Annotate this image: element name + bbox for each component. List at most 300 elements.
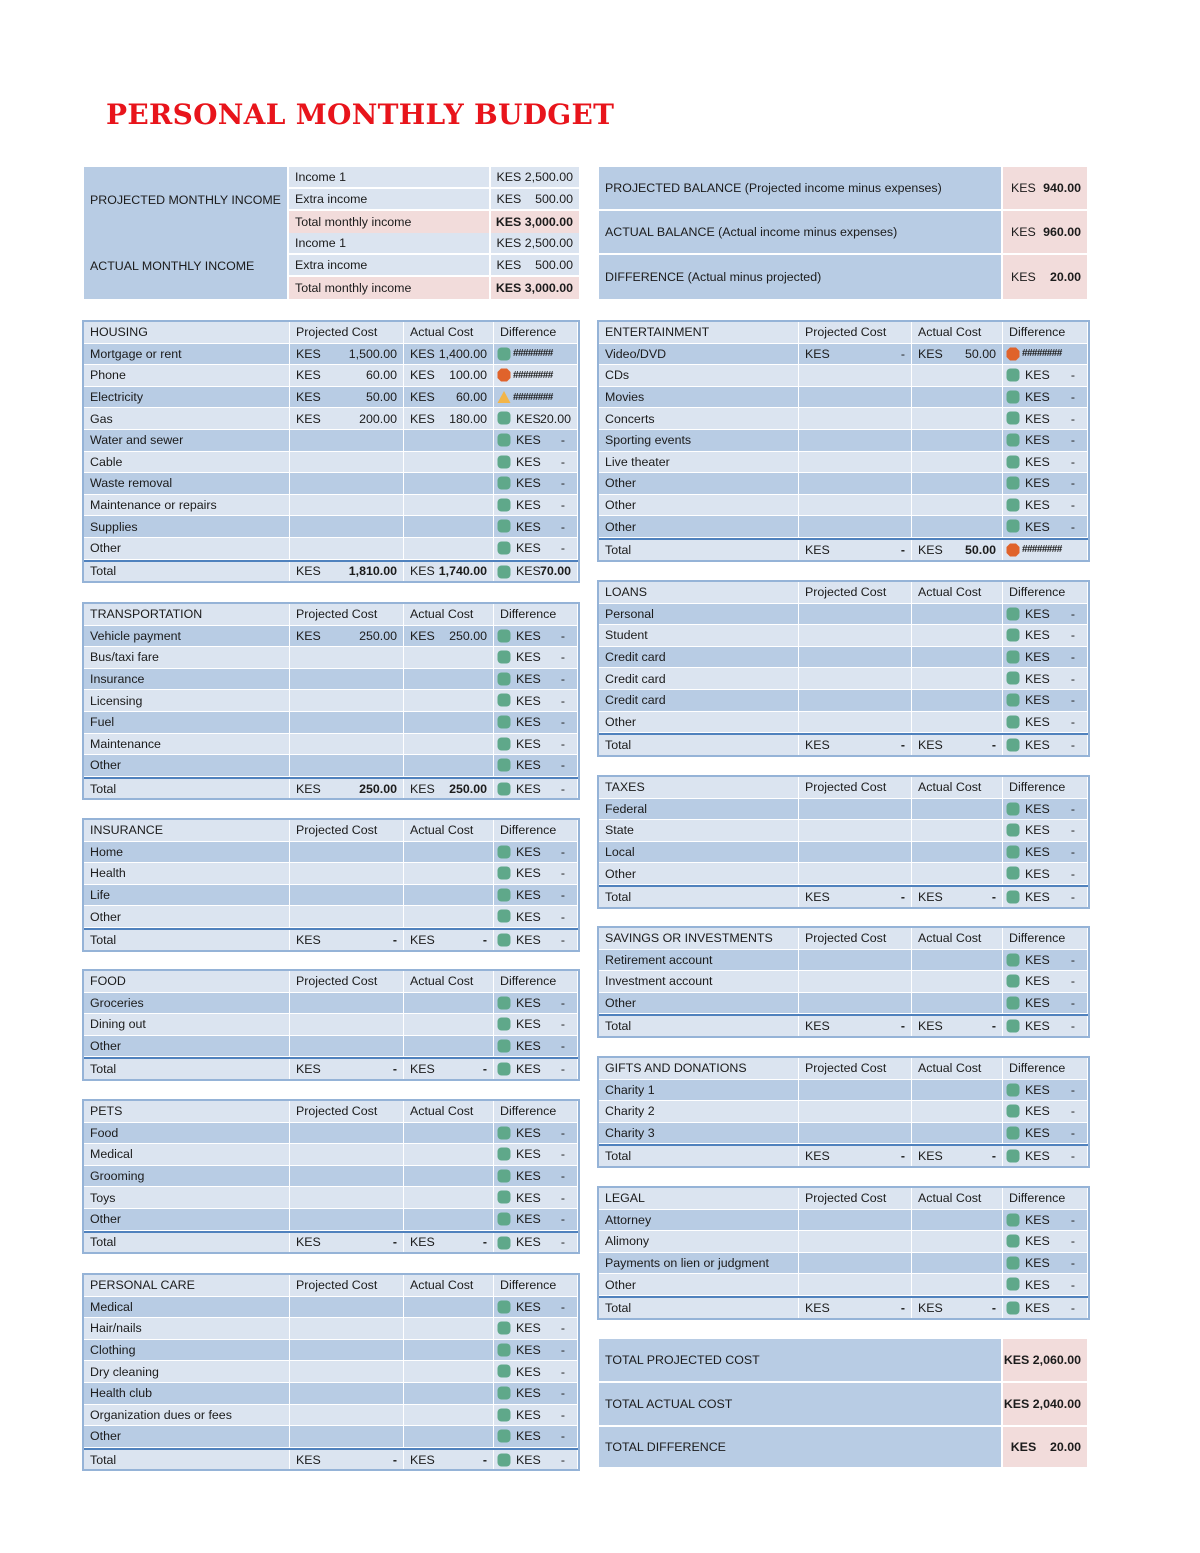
item-name: Hair/nails [90, 1321, 142, 1336]
currency-label: KES [1025, 866, 1050, 881]
item-name-cell [84, 930, 290, 950]
item-name: Other [90, 541, 121, 556]
projected-cost-cell [290, 473, 404, 494]
difference-value: - [560, 1017, 565, 1032]
item-name: Health [90, 866, 126, 881]
actual-cost-cell [404, 1383, 494, 1404]
under-budget-icon [1006, 1083, 1020, 1097]
difference-cell [494, 473, 578, 494]
projected-cost-header-cell [290, 820, 404, 841]
projected-cost-cell [290, 344, 404, 365]
projected-cost-header: Projected Cost [805, 585, 887, 600]
section-title-cell [84, 1275, 290, 1296]
projected-cost-header-cell [799, 582, 912, 603]
actual-cost-cell [404, 344, 494, 365]
section-title-cell [84, 971, 290, 992]
difference-header-cell [494, 322, 578, 343]
actual-cost-cell [404, 1361, 494, 1382]
actual-cost-cell [912, 712, 1003, 733]
under-budget-icon [1006, 628, 1020, 642]
item-name: Credit card [605, 650, 666, 665]
currency-label: KES [296, 1452, 321, 1467]
item-name: Groceries [90, 995, 144, 1010]
table-row [84, 1318, 578, 1340]
currency-label: KES [296, 390, 321, 405]
difference-value: - [560, 758, 565, 773]
currency-label: KES [516, 1062, 541, 1077]
projected-cost-cell [290, 430, 404, 451]
difference-header-cell [494, 820, 578, 841]
actual-cost-header: Actual Cost [918, 325, 982, 340]
difference-value: - [560, 932, 565, 947]
under-budget-icon [497, 650, 511, 664]
projected-cost-cell [290, 562, 404, 582]
currency-label: KES [516, 866, 541, 881]
table-row [599, 820, 1088, 842]
difference-header: Difference [1009, 1191, 1066, 1206]
currency-label: KES [410, 390, 435, 405]
item-name-cell [599, 647, 799, 668]
actual-cost-cell [912, 971, 1003, 992]
difference-value: - [560, 1190, 565, 1205]
difference-cell [1003, 1123, 1088, 1144]
cell-text: Total monthly income [295, 215, 412, 229]
currency-label: KES [516, 1169, 541, 1184]
actual-cost-header-cell [912, 1058, 1003, 1079]
actual-cost-cell [912, 863, 1003, 884]
difference-cell [1003, 408, 1088, 429]
difference-value: - [560, 541, 565, 556]
actual-cost-cell [912, 408, 1003, 429]
difference-value: - [1070, 866, 1075, 881]
item-name-cell [599, 473, 799, 494]
currency-label: KES [516, 1125, 541, 1140]
difference-value: - [1070, 433, 1075, 448]
currency-label: KES [516, 1321, 541, 1336]
table-row [84, 755, 578, 777]
actual-income-label-cell [84, 233, 287, 299]
actual-cost-cell [912, 625, 1003, 646]
currency-label: KES [296, 781, 321, 796]
difference-cell [494, 755, 578, 776]
table-row [84, 1361, 578, 1383]
actual-cost-value: 50.00 [964, 542, 996, 557]
actual-cost-cell [404, 863, 494, 884]
actual-cost-cell [404, 1233, 494, 1253]
table-row [599, 993, 1088, 1015]
projected-cost-cell [799, 971, 912, 992]
projected-cost-cell [290, 1166, 404, 1187]
projected-cost-cell [290, 538, 404, 559]
actual-cost-cell [404, 647, 494, 668]
projected-cost-cell [290, 1059, 404, 1079]
section-title-cell [84, 820, 290, 841]
under-budget-icon [497, 498, 511, 512]
table-row [599, 495, 1088, 517]
actual-extra-income-name [289, 255, 489, 275]
actual-cost-cell [912, 799, 1003, 820]
difference-value: - [1070, 714, 1075, 729]
currency-label: KES [918, 542, 943, 557]
item-name: Other [605, 476, 636, 491]
under-budget-icon [497, 1017, 511, 1031]
actual-cost-cell [912, 1146, 1003, 1166]
difference-header: Difference [500, 325, 557, 340]
difference-cell [494, 1059, 578, 1079]
under-budget-icon [497, 1408, 511, 1422]
total-difference-label-cell [599, 1427, 1001, 1467]
currency-label: KES [918, 737, 943, 752]
actual-cost-header-cell [404, 1275, 494, 1296]
difference-cell [494, 1426, 578, 1447]
currency-label: KES [1025, 693, 1050, 708]
over-budget-icon [1006, 543, 1020, 557]
section-title-cell [599, 777, 799, 798]
item-name: Total [605, 542, 632, 557]
item-name: Student [605, 628, 648, 643]
difference-value: - [1070, 1212, 1075, 1227]
under-budget-icon [497, 888, 511, 902]
difference-cell [1003, 1210, 1088, 1231]
projected-cost-value: - [900, 1019, 905, 1034]
difference-value: - [560, 909, 565, 924]
projected-cost-cell [290, 495, 404, 516]
item-name: Total [90, 564, 117, 579]
under-budget-icon [497, 411, 511, 425]
table-row [84, 1123, 578, 1145]
total-actual-cost-label-cell [599, 1383, 1001, 1425]
under-budget-icon [497, 845, 511, 859]
difference-cell [494, 1014, 578, 1035]
actual-cost-cell [912, 387, 1003, 408]
projected-cost-cell [799, 1298, 912, 1318]
item-name-cell [84, 1123, 290, 1144]
difference-overflow: ######## [513, 348, 553, 360]
item-name-cell [599, 1016, 799, 1036]
difference-value: - [560, 1407, 565, 1422]
table-row [84, 647, 578, 669]
item-name-cell [84, 1059, 290, 1079]
item-name-cell [599, 842, 799, 863]
item-name-cell [599, 1080, 799, 1101]
difference-value: - [1070, 996, 1075, 1011]
currency-label: KES [1025, 433, 1050, 448]
projected-cost-cell [290, 993, 404, 1014]
currency-label: KES [516, 1429, 541, 1444]
projected-cost-header: Projected Cost [296, 823, 378, 838]
under-budget-icon [497, 565, 511, 579]
difference-value: - [1070, 1234, 1075, 1249]
item-name-cell [599, 344, 799, 365]
table-row [599, 1274, 1088, 1296]
cell-text: Income 1 [295, 236, 346, 250]
actual-cost-cell [404, 712, 494, 733]
item-name: Credit card [605, 671, 666, 686]
actual-income-1-value [491, 233, 579, 253]
section-title-cell [84, 322, 290, 343]
currency-label: KES [516, 995, 541, 1010]
under-budget-icon [497, 737, 511, 751]
difference-cell [1003, 1016, 1088, 1036]
projected-cost-cell [290, 1361, 404, 1382]
item-name: Total [90, 932, 117, 947]
item-name-cell [84, 1318, 290, 1339]
projected-income-block [84, 167, 579, 233]
currency-label: KES [1025, 390, 1050, 405]
currency-label: KES [410, 346, 435, 361]
actual-cost-cell [912, 668, 1003, 689]
table-row [84, 669, 578, 691]
difference-cell [494, 538, 578, 559]
projected-cost-cell [290, 1209, 404, 1230]
projected-cost-header: Projected Cost [805, 1191, 887, 1206]
table-row [84, 495, 578, 517]
item-name: Phone [90, 368, 126, 383]
projected-cost-cell [290, 906, 404, 927]
difference-value: - [560, 519, 565, 534]
table-row [599, 1080, 1088, 1102]
difference-value: - [1070, 498, 1075, 513]
projected-cost-cell [799, 647, 912, 668]
projected-cost-value: 250.00 [359, 781, 397, 796]
item-name: Other [605, 498, 636, 513]
actual-total-income-value [491, 277, 579, 299]
difference-value: - [1070, 628, 1075, 643]
actual-cost-cell [912, 950, 1003, 971]
difference-cell [1003, 1253, 1088, 1274]
table-row [84, 863, 578, 885]
currency-label: KES [516, 433, 541, 448]
projected-cost-cell [290, 647, 404, 668]
projected-cost-header-cell [799, 322, 912, 343]
actual-cost-header-cell [404, 322, 494, 343]
difference-value: - [1070, 693, 1075, 708]
actual-cost-cell [912, 473, 1003, 494]
difference-cell [1003, 1231, 1088, 1252]
under-budget-icon [1006, 1256, 1020, 1270]
difference-value: - [1070, 952, 1075, 967]
table-row [84, 906, 578, 928]
table-row [84, 712, 578, 734]
currency-label: KES [1025, 737, 1050, 752]
currency-label: KES [410, 628, 435, 643]
item-name: Total [90, 1062, 117, 1077]
item-name-cell [84, 712, 290, 733]
actual-cost-cell [404, 1187, 494, 1208]
item-name: Total [605, 737, 632, 752]
projected-cost-cell [290, 1318, 404, 1339]
under-budget-icon [497, 996, 511, 1010]
currency-label: KES [1025, 606, 1050, 621]
actual-cost-cell [404, 626, 494, 647]
item-name: Total [605, 1019, 632, 1034]
difference-value: - [1070, 1277, 1075, 1292]
under-budget-icon [1006, 1126, 1020, 1140]
item-name: Retirement account [605, 952, 713, 967]
currency-label: KES [516, 672, 541, 687]
projected-cost-cell [799, 735, 912, 755]
item-name: Organization dues or fees [90, 1407, 232, 1422]
actual-cost-cell [912, 1231, 1003, 1252]
under-budget-icon [1006, 715, 1020, 729]
item-name-cell [599, 1210, 799, 1231]
difference-cell [1003, 452, 1088, 473]
item-name-cell [84, 863, 290, 884]
actual-income-label: ACTUAL MONTHLY INCOME [90, 259, 255, 273]
difference-value: - [1070, 1256, 1075, 1271]
projected-cost-cell [799, 668, 912, 689]
actual-cost-cell [404, 690, 494, 711]
under-budget-icon [1006, 368, 1020, 382]
under-budget-icon [1006, 866, 1020, 880]
difference-cell [1003, 495, 1088, 516]
currency-label: KES [1025, 1019, 1050, 1034]
item-name: Credit card [605, 693, 666, 708]
item-name: Water and sewer [90, 433, 184, 448]
projected-cost-header-cell [290, 1275, 404, 1296]
under-budget-icon [1006, 607, 1020, 621]
under-budget-icon [1006, 1213, 1020, 1227]
under-budget-icon [497, 1300, 511, 1314]
projected-cost-header-cell [799, 928, 912, 949]
item-name: Supplies [90, 519, 138, 534]
section-title: INSURANCE [90, 823, 163, 838]
item-name-cell [84, 1187, 290, 1208]
cell-text: KES 3,000.00 [495, 281, 573, 295]
projected-cost-header-cell [799, 1058, 912, 1079]
currency-label: KES [918, 346, 943, 361]
projected-cost-value: 60.00 [365, 368, 397, 383]
actual-cost-cell [912, 735, 1003, 755]
under-budget-icon [1006, 433, 1020, 447]
difference-cell [1003, 516, 1088, 537]
under-budget-icon [497, 476, 511, 490]
item-name-cell [84, 1209, 290, 1230]
projected-cost-cell [290, 452, 404, 473]
actual-balance-value: 960.00 [1043, 225, 1081, 239]
currency-label: KES [1011, 181, 1036, 195]
item-name: Other [90, 909, 121, 924]
entertainment-total-row [599, 538, 1088, 560]
difference-header: Difference [500, 1104, 557, 1119]
under-budget-icon [497, 758, 511, 772]
table-row [84, 1426, 578, 1448]
under-budget-icon [497, 1364, 511, 1378]
item-name: Health club [90, 1386, 152, 1401]
actual-cost-value: - [991, 889, 996, 904]
under-budget-icon [497, 1236, 511, 1250]
under-budget-icon [497, 693, 511, 707]
under-budget-icon [497, 347, 511, 361]
projected-cost-header-cell [290, 322, 404, 343]
table-row [599, 408, 1088, 430]
projected-cost-cell [290, 516, 404, 537]
projected-cost-cell [290, 1340, 404, 1361]
difference-value: - [560, 715, 565, 730]
currency-label: KES [410, 781, 435, 796]
currency-label: KES [1025, 454, 1050, 469]
projected-cost-cell [799, 1123, 912, 1144]
item-name-cell [84, 1233, 290, 1253]
taxes-header-row [599, 777, 1088, 799]
item-name-cell [84, 1166, 290, 1187]
currency-label: KES [516, 1407, 541, 1422]
projected-cost-cell [290, 863, 404, 884]
difference-cell [1003, 344, 1088, 365]
currency-label: KES [296, 932, 321, 947]
item-name-cell [599, 387, 799, 408]
difference-cell [494, 1297, 578, 1318]
item-name: Mortgage or rent [90, 346, 182, 361]
projected-cost-value: - [900, 1300, 905, 1315]
item-name: Total [605, 1149, 632, 1164]
under-budget-icon [1006, 738, 1020, 752]
section-title-cell [599, 1188, 799, 1209]
legal-header-row [599, 1188, 1088, 1210]
difference-cell [494, 1144, 578, 1165]
cell-text: Extra income [295, 258, 368, 272]
difference-cell [1003, 473, 1088, 494]
difference-cell [1003, 799, 1088, 820]
difference-value: - [560, 498, 565, 513]
actual-cost-header: Actual Cost [410, 1104, 474, 1119]
difference-header: Difference [500, 974, 557, 989]
section-title-cell [84, 1101, 290, 1122]
under-budget-icon [1006, 974, 1020, 988]
difference-value: - [560, 1235, 565, 1250]
total-actual-cost-value: KES 2,040.00 [1003, 1397, 1081, 1411]
insurance-header-row [84, 820, 578, 842]
projected-cost-value: 1,500.00 [348, 346, 397, 361]
projected-income-1-value [491, 167, 579, 187]
projected-cost-value: - [392, 1235, 397, 1250]
currency-label: KES [1011, 225, 1036, 239]
currency-label: KES [516, 758, 541, 773]
actual-cost-value: 100.00 [449, 368, 487, 383]
section-title: PETS [90, 1104, 123, 1119]
currency-label: KES [1025, 996, 1050, 1011]
projected-cost-cell [290, 1036, 404, 1057]
projected-balance-label: PROJECTED BALANCE (Projected income minus expenses) [605, 181, 942, 195]
projected-cost-cell [799, 495, 912, 516]
over-budget-icon [1006, 347, 1020, 361]
difference-cell [1003, 735, 1088, 755]
projected-cost-cell [290, 1450, 404, 1470]
difference-value: - [1070, 1019, 1075, 1034]
item-name: Licensing [90, 693, 143, 708]
entertainment-header-row [599, 322, 1088, 344]
projected-cost-cell [799, 430, 912, 451]
currency-label: KES [516, 411, 541, 426]
difference-cell [1003, 971, 1088, 992]
item-name-cell [84, 779, 290, 799]
difference-header-cell [1003, 1188, 1088, 1209]
currency-label: KES [296, 1235, 321, 1250]
difference-header: Difference [500, 607, 557, 622]
projected-cost-cell [290, 408, 404, 429]
food-total-row [84, 1057, 578, 1079]
difference-value: - [1070, 974, 1075, 989]
difference-cell [1003, 604, 1088, 625]
table-row [84, 842, 578, 864]
item-name-cell [599, 1146, 799, 1166]
projected-cost-cell [290, 930, 404, 950]
item-name-cell [84, 906, 290, 927]
transportation-table [82, 602, 580, 800]
transportation-total-row [84, 777, 578, 799]
difference-cell [494, 1233, 578, 1253]
item-name-cell [84, 1383, 290, 1404]
